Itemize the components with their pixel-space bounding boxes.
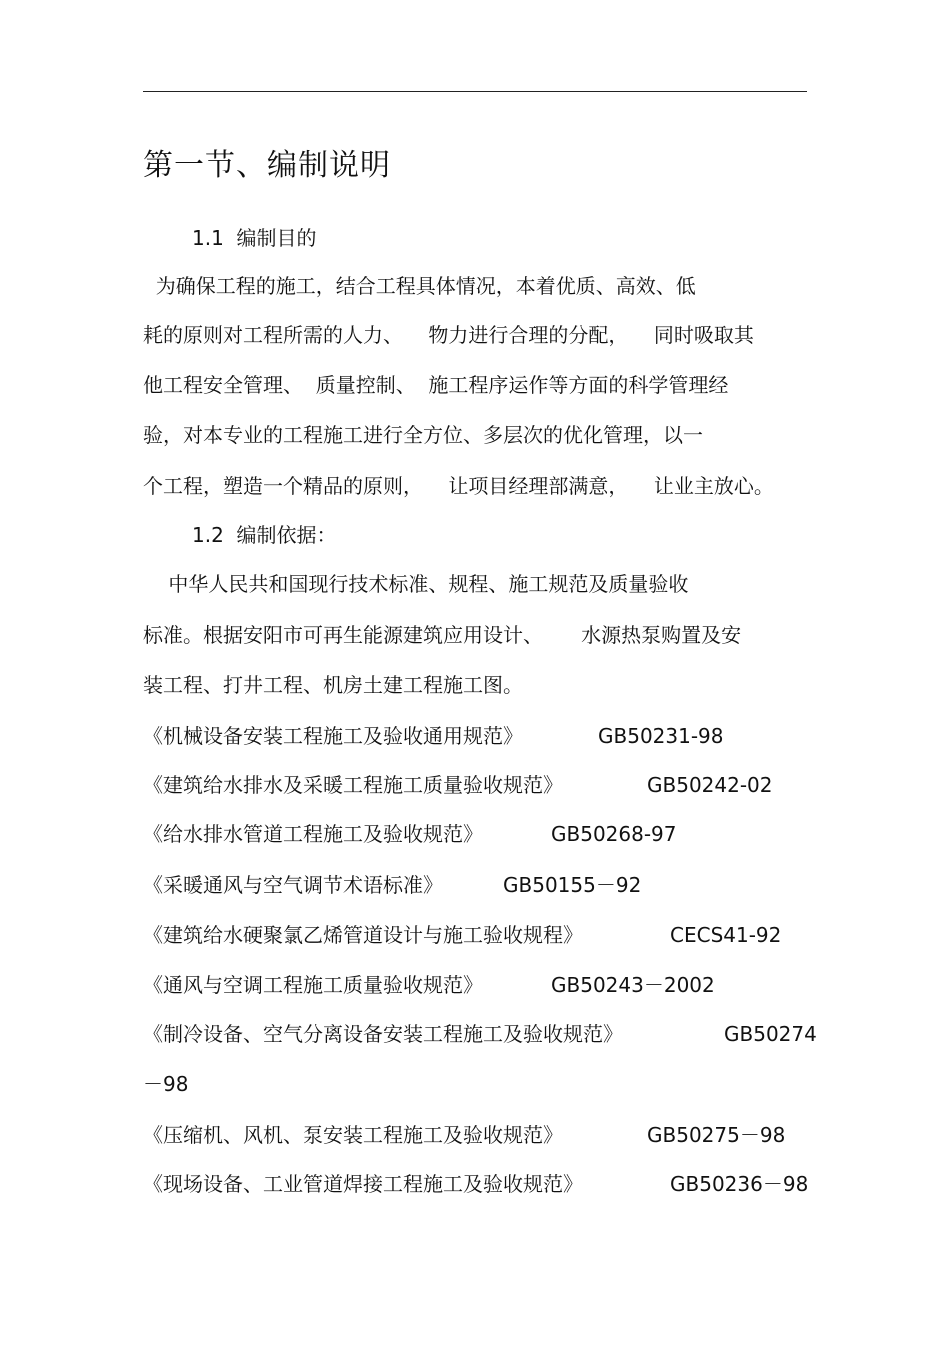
section-title: 第一节、编制说明 bbox=[143, 148, 391, 183]
reference-code: GB50155－92 bbox=[503, 873, 642, 897]
top-rule bbox=[143, 91, 807, 92]
reference-code: GB50236－98 bbox=[670, 1172, 809, 1196]
reference-code: GB50268-97 bbox=[551, 822, 677, 846]
paragraph-basis-line-2: 标准。根据安阳市可再生能源建筑应用设计、 水源热泵购置及安 bbox=[143, 623, 742, 647]
paragraph-purpose-line-5: 个工程，塑造一个精品的原则， 让项目经理部满意， 让业主放心。 bbox=[143, 474, 774, 498]
paragraph-purpose-line-2: 耗的原则对工程所需的人力、 物力进行合理的分配， 同时吸取其 bbox=[143, 323, 754, 347]
reference-code: GB50275－98 bbox=[647, 1123, 786, 1147]
reference-name: 《压缩机、风机、泵安装工程施工及验收规范》 bbox=[143, 1123, 563, 1147]
reference-code: GB50243－2002 bbox=[551, 973, 715, 997]
subsection-heading-basis: 1.2 编制依据： bbox=[192, 523, 337, 547]
reference-name: 《通风与空调工程施工质量验收规范》 bbox=[143, 973, 483, 997]
reference-code-continuation: －98 bbox=[143, 1072, 189, 1096]
reference-name: 《机械设备安装工程施工及验收通用规范》 bbox=[143, 724, 523, 748]
reference-code: GB50231-98 bbox=[598, 724, 724, 748]
paragraph-basis-line-1: 中华人民共和国现行技术标准、规程、施工规范及质量验收 bbox=[143, 572, 689, 596]
reference-name: 《采暖通风与空气调节术语标准》 bbox=[143, 873, 443, 897]
reference-name: 《建筑给水硬聚氯乙烯管道设计与施工验收规程》 bbox=[143, 923, 583, 947]
reference-code: GB50274 bbox=[724, 1022, 817, 1046]
reference-code: CECS41-92 bbox=[670, 923, 782, 947]
paragraph-basis-line-3: 装工程、打井工程、机房土建工程施工图。 bbox=[143, 673, 523, 697]
subsection-heading-purpose: 1.1 编制目的 bbox=[192, 226, 317, 250]
reference-name: 《制冷设备、空气分离设备安装工程施工及验收规范》 bbox=[143, 1022, 623, 1046]
reference-code: GB50242-02 bbox=[647, 773, 773, 797]
paragraph-purpose-line-4: 验，对本专业的工程施工进行全方位、多层次的优化管理，以一 bbox=[143, 423, 703, 447]
reference-name: 《建筑给水排水及采暖工程施工质量验收规范》 bbox=[143, 773, 563, 797]
reference-name: 《给水排水管道工程施工及验收规范》 bbox=[143, 822, 483, 846]
reference-name: 《现场设备、工业管道焊接工程施工及验收规范》 bbox=[143, 1172, 583, 1196]
paragraph-purpose-line-1: 为确保工程的施工，结合工程具体情况，本着优质、高效、低 bbox=[143, 274, 696, 298]
paragraph-purpose-line-3: 他工程安全管理、 质量控制、 施工程序运作等方面的科学管理经 bbox=[143, 373, 729, 397]
